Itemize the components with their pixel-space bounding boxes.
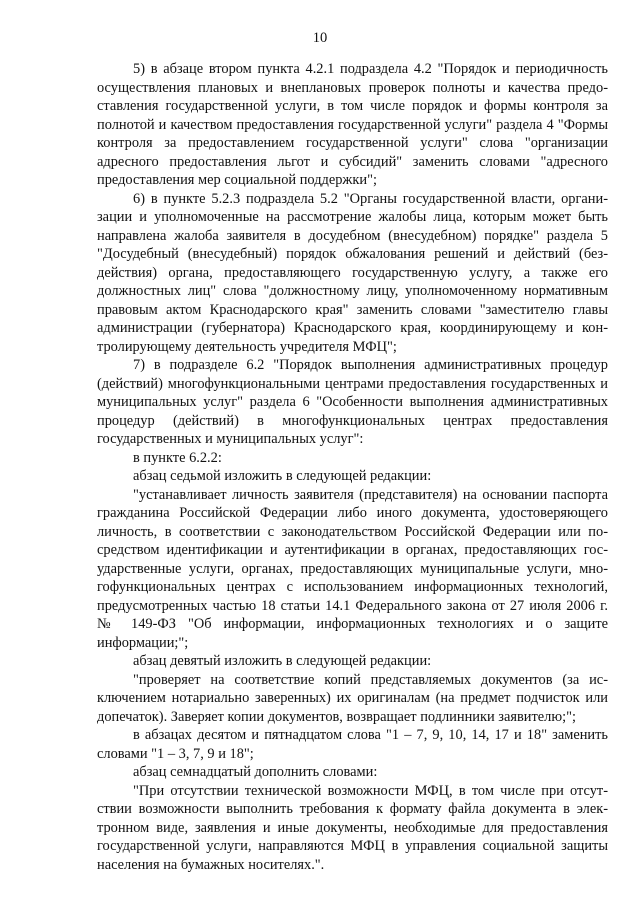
paragraph-point-6-2-2: в пункте 6.2.2: [133, 449, 222, 466]
paragraph-item-5: 5) в абзаце втором пункта 4.2.1 подраздела 4.2 "Порядок и периодичность осуществления плановых и внеплановых проверок полноты и качества предоставления государственной услуги, в том числе порядок и формы контроля за полнотой и качеством предоставления государственной услуги" раздела 4 "Формы контроля за предоставлением государственной услуги" слова "организации адресного предоставления льгот и субсидий" заменить словами "адресного предоставления мер социальной поддержки"; [97, 61, 608, 188]
paragraph-tenth-fifteenth: в абзацах десятом и пятнадцатом слова "1 – 7, 9, 10, 14, 17 и 18" заменить словами "1 – 3, 7, 9 и 18"; [97, 727, 608, 762]
paragraph-seventeenth-text: "При отсутствии технической возможности МФЦ, в том числе при отсутствии возможности выполнить требования к формату файла документа в электронном виде, заявления и иные документы, необходимые для предоставления государственной услуги, направляются МФЦ в управления социальной защиты населения на бумажных носителях.". [97, 782, 608, 873]
paragraph-seventh-text: "устанавливает личность заявителя (представителя) на основании паспорта гражданина Российской Федерации либо иного документа, удостоверяющего личность, в соответствии с законодательством Российской Федерации или посредством идентификации и аутентификации в органах, предоставляющих государственные услуги, органах, предоставляющих муниципальные услуги, многофункциональных центрах с использованием информационных технологий, предусмотренных частью 18 статьи 14.1 Федерального закона от 27 июля 2006 г. № 149-ФЗ "Об информации, информационных технологиях и о защите информации;"; [97, 486, 608, 651]
document-body [97, 60, 608, 874]
paragraph-seventeenth-intro: абзац семнадцатый дополнить словами: [133, 764, 378, 780]
paragraph-item-7: 7) в подразделе 6.2 "Порядок выполнения административных процедур (действий) многофункциональными центрами предоставления государственных и муниципальных услуг" раздела 6 "Особенности выполнения административных процедур (действий) в многофункциональных центрах предоставления государственных и муниципальных услуг": [97, 357, 608, 447]
page-number: 10 [312, 30, 328, 46]
paragraph-ninth-intro: абзац девятый изложить в следующей редакции: [133, 653, 432, 669]
paragraph-item-6: 6) в пункте 5.2.3 подраздела 5.2 "Органы государственной власти, организации и уполномоченные на рассмотрение жалобы лица, которым может быть направлена жалоба заявителя в досудебном (внесудебном) порядке" раздела 5 "Досудебный (внесудебный) порядок обжалования решений и действий (бездействия) органа, предоставляющего государственную услугу, а также его должностных лиц" слова "должностному лицу, уполномоченному нормативным правовым актом Краснодарского края" заменить словами "заместителю главы администрации (губернатора) Краснодарского края, координирующему и контролирующему деятельность учредителя МФЦ"; [97, 190, 608, 355]
paragraph-ninth-text: "проверяет на соответствие копий представляемых документов (за исключением нотариально заверенных) их оригиналам (на предмет подчисток или допечаток). Заверяет копии документов, возвращает подлинники заявителю;"; [97, 671, 608, 725]
paragraph-seventh-intro: абзац седьмой изложить в следующей редакции: [133, 468, 432, 484]
